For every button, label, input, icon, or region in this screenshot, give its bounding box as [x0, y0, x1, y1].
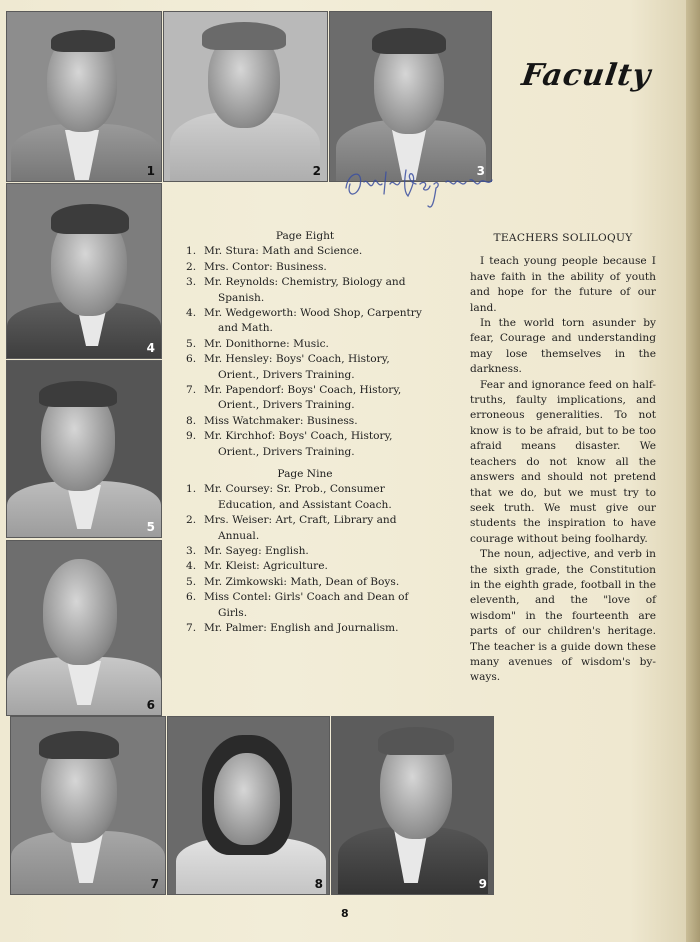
photo-hair: [372, 28, 446, 54]
list-item-number: 9.: [186, 430, 197, 443]
photo-hair: [51, 204, 129, 234]
faculty-list-item: [186, 544, 424, 559]
photo-hair: [378, 727, 454, 755]
list-item-text: Mr. Sayeg: English.: [204, 545, 309, 558]
photo-number: 4: [146, 341, 155, 355]
list-item-text: Mr. Stura: Math and Science.: [204, 245, 363, 258]
faculty-list-page-eight: [186, 244, 424, 460]
page-edge: [686, 0, 700, 942]
photo-number: 8: [314, 877, 323, 891]
list-item-text: Mr. Papendorf: Boys' Coach, History, Orient., Drivers Training.: [204, 384, 402, 412]
faculty-list-item: [186, 429, 424, 460]
list-item-number: 2.: [186, 260, 197, 273]
list-item-text: Mrs. Weiser: Art, Craft, Library and Annual.: [204, 514, 397, 542]
photo-hair: [202, 22, 286, 50]
soliloquy-paragraph: Fear and ignorance feed on half-truths, faulty implications, and erroneous generalities. To not know is to be afraid, but to be too afraid means disaster. We teachers do not know all the answers and should not pretend that we do, but we must try to seek truth. We must give our students the inspiration to have courage without being foolhardy.: [470, 378, 656, 545]
list-item-text: Mr. Palmer: English and Journalism.: [204, 622, 399, 635]
soliloquy-paragraph: In the world torn asunder by fear, Courage and understanding may lose themselves in the darkness.: [470, 317, 656, 376]
page-eight-list: [186, 229, 424, 460]
list-item-number: 1.: [186, 245, 197, 258]
faculty-list-item: [186, 260, 424, 275]
photo-number: 1: [146, 164, 155, 178]
faculty-list-item: [186, 590, 424, 621]
faculty-list-item: [186, 383, 424, 414]
page-eight-heading: Page Eight: [275, 230, 335, 242]
list-item-text: Mr. Reynolds: Chemistry, Biology and Spanish.: [204, 276, 406, 304]
list-item-number: 7.: [186, 622, 197, 635]
handwritten-signature: [342, 158, 502, 214]
page-nine-heading: Page Nine: [277, 468, 333, 480]
list-item-number: 3.: [186, 545, 197, 558]
photo-number: 7: [150, 877, 159, 891]
faculty-list-item: [186, 414, 424, 429]
photo-head: [43, 559, 117, 665]
faculty-photo-9: [331, 716, 494, 895]
list-item-text: Mr. Donithorne: Music.: [204, 337, 329, 350]
list-item-text: Mr. Hensley: Boys' Coach, History, Orient., Drivers Training.: [204, 353, 390, 381]
list-item-number: 4.: [186, 307, 197, 320]
faculty-photo-2: [163, 11, 328, 182]
list-item-number: 3.: [186, 276, 197, 289]
photo-number: 9: [478, 877, 487, 891]
page-number: 8: [341, 907, 349, 920]
list-item-text: Mr. Wedgeworth: Wood Shop, Carpentry and Math.: [204, 307, 422, 335]
photo-number: 3: [476, 164, 485, 178]
faculty-list-item: [186, 621, 424, 636]
list-item-text: Mr. Zimkowski: Math, Dean of Boys.: [204, 575, 400, 588]
photo-number: 6: [146, 698, 155, 712]
faculty-list-item: [186, 275, 424, 306]
faculty-photo-3: [329, 11, 492, 182]
list-item-number: 5.: [186, 575, 197, 588]
faculty-photo-7: [10, 716, 166, 895]
list-item-number: 6.: [186, 591, 197, 604]
photo-hair: [39, 731, 119, 759]
list-item-text: Mrs. Contor: Business.: [204, 260, 327, 273]
list-item-number: 1.: [186, 483, 197, 496]
faculty-photo-5: [6, 360, 162, 538]
faculty-photo-8: [167, 716, 330, 895]
list-item-number: 2.: [186, 514, 197, 527]
faculty-list-item: [186, 482, 424, 513]
faculty-list-item: [186, 575, 424, 590]
faculty-list-item: [186, 244, 424, 259]
page-nine-list: [186, 467, 424, 636]
soliloquy-paragraph: I teach young people because I have faith in the ability of youth and hope for the future of our land.: [470, 255, 656, 314]
list-item-number: 4.: [186, 560, 197, 573]
faculty-photo-4: [6, 183, 162, 359]
list-item-number: 7.: [186, 384, 197, 397]
list-item-text: Miss Contel: Girls' Coach and Dean of Girls.: [204, 591, 409, 619]
faculty-list-item: [186, 306, 424, 337]
list-item-number: 5.: [186, 337, 197, 350]
list-item-text: Mr. Kleist: Agriculture.: [204, 560, 328, 573]
list-item-text: Mr. Kirchhof: Boys' Coach, History, Orient., Drivers Training.: [204, 430, 393, 458]
faculty-list-page-nine: [186, 482, 424, 636]
faculty-photo-6: [6, 540, 162, 716]
list-item-text: Miss Watchmaker: Business.: [204, 414, 358, 427]
photo-number: 2: [312, 164, 321, 178]
soliloquy-paragraph: The noun, adjective, and verb in the sixth grade, the Constitution in the eighth grade, football in the eleventh, and the "love of wisdom" in the fourteenth are parts of our children's heritage. The teacher is a guide down these many avenues of wisdom's by-ways.: [470, 548, 656, 684]
list-item-number: 6.: [186, 353, 197, 366]
faculty-photo-1: [6, 11, 162, 182]
list-item-text: Mr. Coursey: Sr. Prob., Consumer Education, and Assistant Coach.: [204, 483, 392, 511]
faculty-list-item: [186, 559, 424, 574]
faculty-list-item: [186, 337, 424, 352]
list-item-number: 8.: [186, 414, 197, 427]
soliloquy-heading: TEACHERS SOLILOQUY: [493, 232, 633, 244]
page-title: Faculty: [519, 58, 654, 93]
photo-hair: [39, 381, 117, 407]
faculty-list-item: [186, 513, 424, 544]
photo-head: [214, 753, 280, 845]
teachers-soliloquy: [470, 231, 656, 686]
faculty-list-item: [186, 352, 424, 383]
photo-hair: [51, 30, 115, 52]
photo-number: 5: [146, 520, 155, 534]
